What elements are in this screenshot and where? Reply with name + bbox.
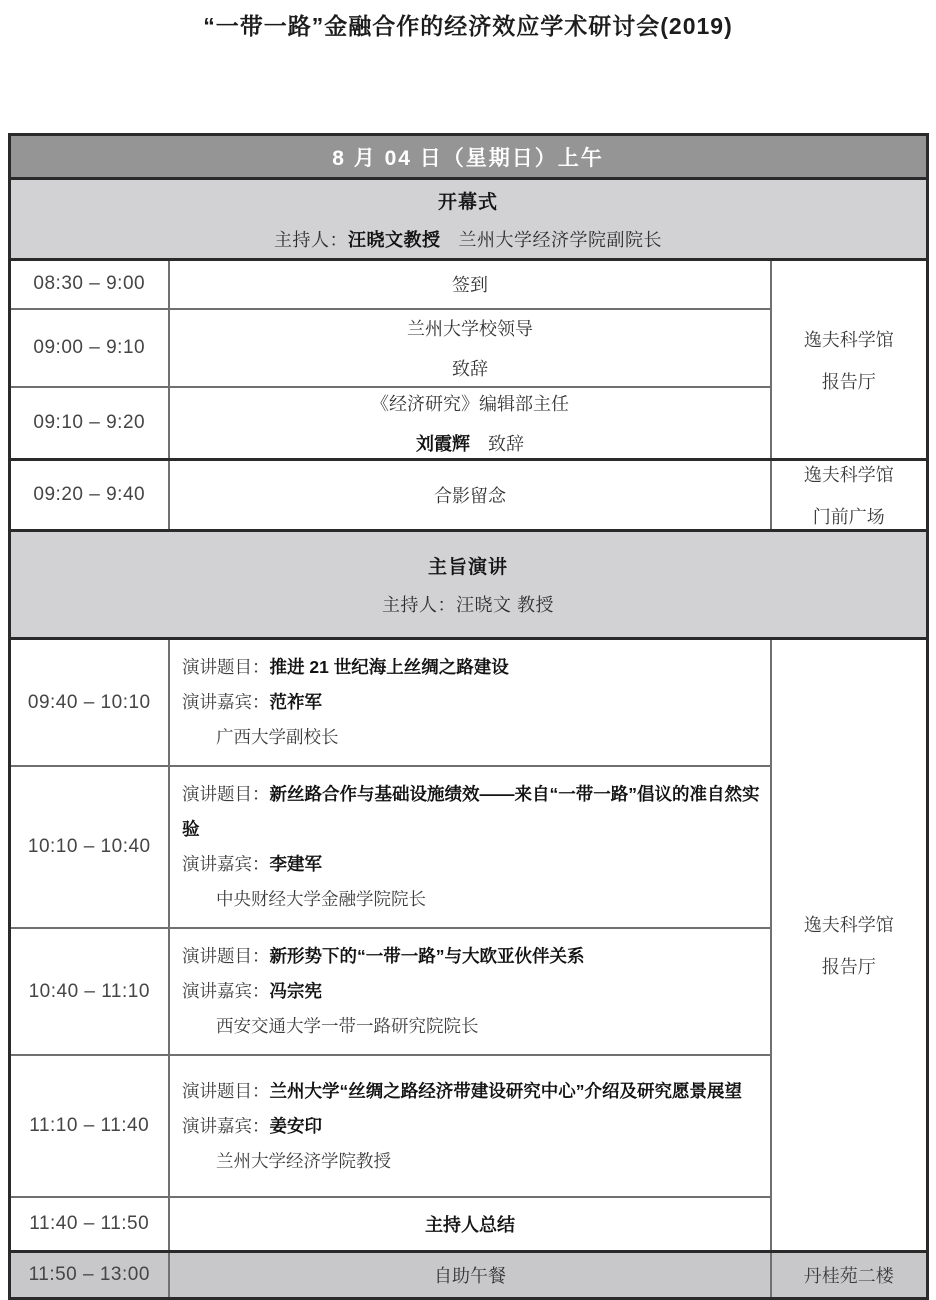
event-cell: 主持人总结 [169, 1197, 771, 1251]
venue-cell [771, 460, 927, 531]
talk-guest-line [182, 1109, 762, 1144]
talk-cell [169, 766, 771, 928]
guest-name: 姜安印 [269, 1115, 322, 1136]
event-line: 《经济研究》编辑部主任 [371, 393, 569, 414]
topic-label: 演讲题目： [182, 657, 270, 677]
time-cell: 10:10 – 10:40 [9, 766, 169, 928]
speaker-name: 刘霞辉 [416, 433, 470, 454]
opening-section-row [9, 179, 927, 260]
event-cell: 合影留念 [169, 460, 771, 531]
talk-topic-line [182, 777, 762, 847]
time-cell: 09:20 – 9:40 [9, 460, 169, 531]
topic-title: 新丝路合作与基础设施绩效——来自“一带一路”倡议的准自然实验 [182, 784, 760, 839]
talk-guest-line [182, 847, 762, 882]
keynote-section-host [11, 591, 926, 617]
host-label: 主持人： [381, 595, 456, 615]
time-cell: 08:30 – 9:00 [9, 260, 169, 309]
table-row [9, 260, 927, 309]
event-cell: 签到 [169, 260, 771, 309]
event-line: 致辞 [452, 358, 488, 379]
page-title: “一带一路”金融合作的经济效应学术研讨会(2019) [203, 13, 733, 39]
keynote-section-row [9, 531, 927, 639]
talk-cell [169, 928, 771, 1055]
topic-title: 推进 21 世纪海上丝绸之路建设 [269, 657, 509, 677]
guest-affiliation: 广西大学副校长 [216, 727, 339, 747]
venue-cell: 丹桂苑二楼 [771, 1251, 927, 1298]
time-cell: 09:00 – 9:10 [9, 309, 169, 387]
date-header: 8 月 04 日（星期日）上午 [9, 135, 927, 179]
time-cell: 11:10 – 11:40 [9, 1055, 169, 1197]
table-row [9, 639, 927, 767]
time-cell: 11:40 – 11:50 [9, 1197, 169, 1251]
venue-cell [771, 639, 927, 1252]
talk-topic-line [182, 1074, 762, 1109]
opening-section-title: 开幕式 [437, 191, 498, 213]
talk-cell [169, 1055, 771, 1197]
topic-title: 兰州大学“丝绸之路经济带建设研究中心”介绍及研究愿景展望 [269, 1080, 742, 1101]
venue-line: 逸夫科学馆 [803, 329, 894, 350]
guest-name: 范祚军 [269, 692, 322, 712]
schedule-table [8, 133, 929, 1300]
talk-topic-line [182, 650, 762, 685]
venue-cell [771, 260, 927, 460]
time-cell: 09:10 – 9:20 [9, 387, 169, 460]
event-action: 致辞 [488, 433, 524, 454]
topic-label: 演讲题目： [182, 946, 270, 966]
event-cell [169, 309, 771, 387]
time-cell: 11:50 – 13:00 [9, 1251, 169, 1298]
talk-guest-line [182, 974, 762, 1009]
topic-title: 新形势下的“一带一路”与大欧亚伙伴关系 [269, 946, 585, 966]
guest-name: 冯宗宪 [269, 981, 322, 1001]
date-header-row [9, 135, 927, 179]
guest-label: 演讲嘉宾： [182, 854, 270, 874]
venue-line: 报告厅 [821, 956, 876, 977]
guest-label: 演讲嘉宾： [182, 981, 270, 1001]
talk-cell [169, 639, 771, 767]
time-cell: 09:40 – 10:10 [9, 639, 169, 767]
host-label: 主持人： [274, 229, 348, 250]
event-cell: 自助午餐 [169, 1251, 771, 1298]
topic-label: 演讲题目： [182, 1080, 270, 1101]
host-affiliation: 兰州大学经济学院副院长 [458, 229, 662, 250]
guest-label: 演讲嘉宾： [182, 1115, 270, 1136]
lunch-row [9, 1251, 927, 1298]
keynote-section-title: 主旨演讲 [427, 557, 508, 578]
talk-guest-line [182, 685, 762, 720]
table-row [9, 460, 927, 531]
venue-line: 逸夫科学馆 [803, 465, 894, 485]
opening-section-header [9, 179, 927, 260]
keynote-section-header [9, 531, 927, 639]
venue-line: 逸夫科学馆 [803, 914, 894, 935]
guest-affiliation: 中央财经大学金融学院院长 [216, 889, 426, 909]
host-name: 汪晓文 教授 [455, 595, 554, 615]
event-cell [169, 387, 771, 460]
guest-affiliation: 兰州大学经济学院教授 [216, 1150, 391, 1171]
guest-name: 李建军 [269, 854, 322, 874]
guest-label: 演讲嘉宾： [182, 692, 270, 712]
talk-topic-line [182, 939, 762, 974]
venue-line: 门前广场 [812, 507, 885, 527]
host-name: 汪晓文教授 [348, 229, 441, 250]
time-cell: 10:40 – 11:10 [9, 928, 169, 1055]
guest-affiliation: 西安交通大学一带一路研究院院长 [216, 1016, 479, 1036]
venue-line: 报告厅 [821, 371, 876, 392]
opening-section-host [11, 226, 926, 252]
event-line: 兰州大学校领导 [407, 318, 533, 339]
event-line [170, 430, 770, 456]
topic-label: 演讲题目： [182, 784, 270, 804]
